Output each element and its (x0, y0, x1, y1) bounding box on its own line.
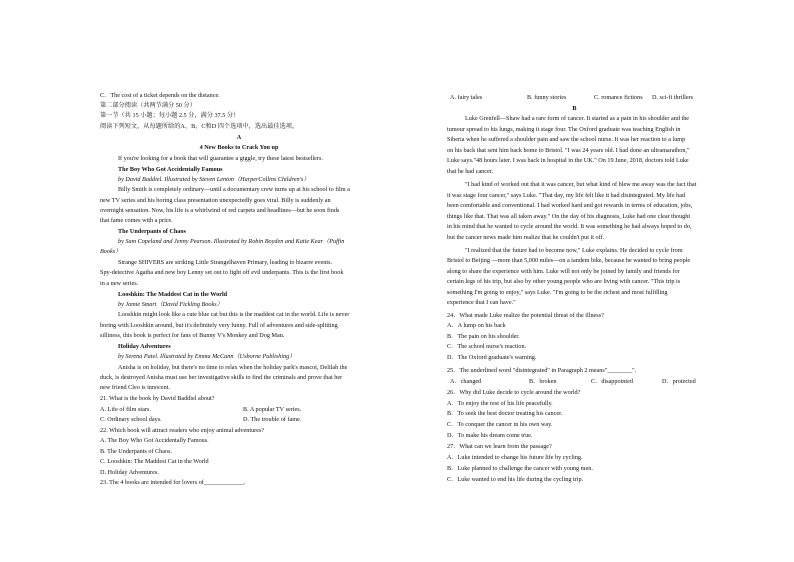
q25-option-c: C．disappointed (591, 378, 633, 385)
q27-stem: 27．What can we learn from the passage? (447, 443, 552, 450)
p3-line: experience that I can have." (447, 299, 516, 306)
book1-byline: by David Baddiel. Illustrated by Steven Lenton（HarperCollins Children's） (118, 176, 310, 183)
q26-option-d: D．To make his dream come true. (447, 432, 533, 439)
book4-line: Anisha is on holiday, but there's no time to relax when the holiday park's mascot, Delilah the (118, 364, 348, 371)
passage-letter-b: B (572, 105, 577, 112)
q22-option-b: B. The Underpants of Chaos. (100, 448, 173, 455)
q20-option-c: C．The cost of a ticket depends on the distance. (100, 92, 220, 99)
q21-stem: 21. What is the book by David Baddiel about? (100, 395, 215, 402)
book1-line: that fame comes with a price. (100, 217, 173, 224)
book1-title: The Boy Who Got Accidentally Famous (118, 166, 223, 173)
q21-option-b: B. A popular TV series. (243, 406, 302, 413)
p3-line: Bristol to Beijing —more than 5,000 miles—on a tandem bike, because he wanted to bring people (447, 257, 691, 264)
q24-option-d: D．The Oxford graduate's warning. (447, 354, 537, 361)
q24-option-b: B．The pain on his shoulder. (447, 333, 520, 340)
q23-option-a: A. fairy tales (450, 94, 483, 101)
q22-option-c: C. Looshkin: The Maddest Cat in the World (100, 458, 209, 465)
q23-option-d: D. sci-fi thrillers (652, 94, 694, 101)
book4-title: Holiday Adventures (118, 343, 171, 350)
q26-option-c: C．To conquer the cancer in his own way. (447, 421, 553, 428)
part-title: 第二部分阅读（共两节满分 50 分） (100, 102, 196, 109)
p2-line: things like that. That was all taken away." On the day of his diagnosis, Luke had one clear thought (447, 213, 691, 220)
q27-option-c: C．Luke wanted to end his life during the cycling trip. (447, 476, 584, 483)
q25-option-b: B．broken (529, 378, 557, 385)
q27-option-a: A．Luke intended to change his future life by cycling. (447, 454, 583, 461)
q24-option-a: A．A lump on his back (447, 322, 506, 329)
q22-option-a: A. The Boy Who Got Accidentally Famous. (100, 437, 209, 444)
p1-line: that he had cancer. (447, 168, 494, 175)
p1-line: Siberia when he suffered a shoulder pain and saw the school nurse. It was her reaction to a lump (447, 136, 686, 143)
q22-stem: 22. Which book will attract readers who enjoy animal adventures? (100, 427, 265, 434)
instruction: 阅读下列短文，从每题所给的A、B、C和D 四个选项中，选出最佳选项。 (100, 123, 299, 130)
p3-line: certain legs of his trip, but also by other young people who are living with cancer. "This trip is (447, 278, 681, 285)
p1-line: Luke says."48 hours later. I was back in hospital in the UK." On 19 June, 2018, doctors told Luke (447, 157, 689, 164)
q21-option-c: C. Ordinary school days. (100, 416, 162, 423)
book2-byline: by Sam Copeland and Jenny Pearson. Illustrated by Robin Boyden and Katie Kear（Puffin (118, 238, 345, 245)
q26-option-b: B．To seek the best doctor treating his cancer. (447, 410, 563, 417)
q24-option-c: C．The school nurse's reaction. (447, 343, 527, 350)
q24-stem: 24．What made Luke realize the potential threat of the illness? (447, 312, 604, 319)
p2-line: in his mind that he wanted to cycle around the world. It was something he had always hoped to do, (447, 223, 692, 230)
q23-stem: 23. The 4 books are intended for lovers of_____________. (100, 479, 246, 486)
book1-line: Billy Smith is completely ordinary—until a documentary crew turns up at his school to film a (118, 186, 350, 193)
book3-line: silliness, this book is perfect for fans of Bunny V's Monkey and Dog Man. (100, 332, 285, 339)
book2-line: in a new series. (100, 280, 139, 287)
passage-title: 4 New Books to Crack You up (199, 144, 279, 151)
passage-letter-a: A (236, 134, 242, 141)
q26-option-a: A．To enjoy the rest of his life peacefully. (447, 400, 553, 407)
book4-byline: by Serena Patel. Illustrated by Emma McCann（Usborne Publishing） (118, 353, 296, 360)
p2-line: but the cancer news made him realize that he couldn't put it off. (447, 234, 605, 241)
book2-line: Strange SHIVERS are striking Little Strangelhaven Primary, leading to bizarre events. (118, 259, 333, 266)
p2-line: been comfortable and conventional. I had worked hard and got rewards in terms of education, jobs, (447, 202, 693, 209)
book2-byline-cont: Books） (100, 248, 122, 255)
p2-line: "I had kind of worked out that it was cancer, but what kind of blew me away was the fact that (465, 181, 697, 188)
intro: If you're looking for a book that will guarantee a giggle, try these latest bestsellers. (118, 155, 323, 162)
book3-title: Looshkin: The Maddest Cat in the World (118, 291, 228, 298)
book4-line: new friend Cleo is innocent. (100, 384, 170, 391)
p3-line: "I realized that the future had to become now," Luke explains. He decided to cycle from (465, 247, 683, 254)
book3-byline: by Jamie Smart（David Fickling Books） (118, 301, 223, 308)
book1-line: new TV series and his boring class presentation unexpectedly goes viral. Billy is suddenly an (100, 197, 331, 204)
p3-line: something I'm going to enjoy," says Luke. "I'm going to be the richest and most fulfilling (447, 289, 668, 296)
book3-line: boring with Looshkin around, but it's definitely very funny. Full of adventures and side-splitting (100, 322, 338, 329)
q25-stem: 25．The underlined word "disintegrated" in Paragraph 2 means"________". (447, 367, 637, 374)
q23-option-b: B. funny stories (527, 94, 567, 101)
p1-line: Luke Grenfell—Shaw had a rare form of cancer. It started as a pain in his shoulder and the (465, 115, 690, 122)
book2-line: Spy-detective Agatha and new boy Lenny set out to fight off evil underpants. This is the first book (100, 269, 344, 276)
p3-line: along to share the experience with him. Luke will not only be joined by family and friends for (447, 268, 680, 275)
p1-line: on his back that sent him back home to Bristol. "I was 24 years old. I had done an ultramarathon," (447, 147, 690, 154)
book2-title: The Underpants of Chaos (118, 228, 186, 235)
book1-line: overnight sensation. Now, his life is a whirlwind of red carpets and headlines—but he soon finds (100, 207, 340, 214)
q25-option-a: A．changed (450, 378, 482, 385)
section-title: 第一节（共 15 小题；每小题 2.5 分，满分 37.5 分） (100, 112, 240, 119)
q22-option-d: D. Holiday Adventures. (100, 469, 159, 476)
q23-option-c: C. romance fictions (594, 94, 643, 101)
p2-line: it was stage four cancer," says Luke. "That day, my life felt like it had disintegrated. My life had (447, 192, 686, 199)
book3-line: Looshkin might look like a cute blue cat but this is the maddest cat in the world. Life is never (118, 311, 350, 318)
q21-option-d: D. The trouble of fame. (243, 416, 302, 423)
q25-option-d: D．protected (662, 378, 696, 385)
q26-stem: 26．Why did Luke decide to cycle around the world? (447, 389, 581, 396)
q27-option-b: B．Luke planned to challenge the cancer with young men. (447, 465, 593, 472)
q21-option-a: A. Life of film stars. (100, 406, 151, 413)
p1-line: tumour spread to his lungs, making it stage four. The Oxford graduate was teaching English in (447, 126, 681, 133)
book4-line: duck, is destroyed Anisha must use her investigative skills to find the criminals and prove that her (100, 374, 343, 381)
